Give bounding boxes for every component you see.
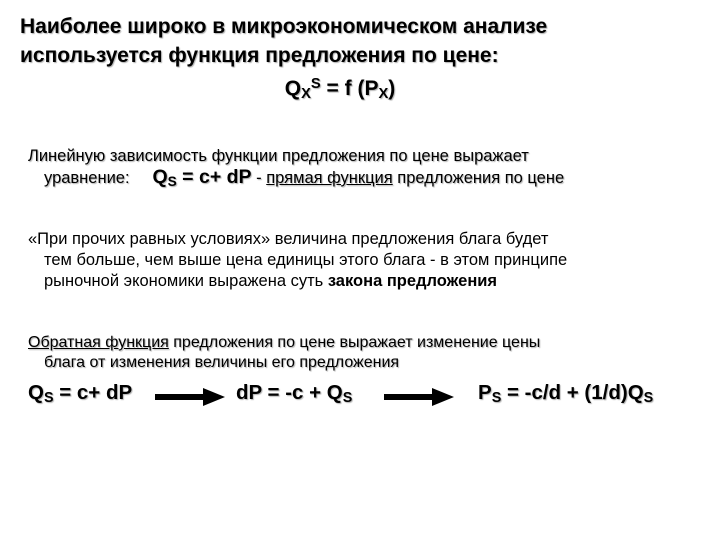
right-arrow-icon: [155, 388, 225, 406]
p3-line-2: блага от изменения величины его предложения: [44, 354, 400, 371]
title-line-2: используется функция предложения по цене:: [20, 44, 499, 67]
eq3-p: P: [478, 381, 492, 404]
eq3-sub: S: [491, 390, 502, 406]
p2-line-1: «При прочих равных условиях» величина предложения блага будет: [28, 230, 549, 248]
p3-inverse-function: Обратная функция: [28, 334, 169, 351]
p1-suffix: предложения по цене: [392, 169, 565, 187]
paragraph-linear-function: [28, 146, 698, 192]
formula-close: ): [388, 77, 396, 100]
p1-line-1: Линейную зависимость функции предложения по цене выражает: [28, 147, 529, 165]
equation-inverse: [478, 381, 653, 406]
p2-line-3: [28, 271, 698, 292]
eq3-rest: = -c/d + (1/d)Q: [501, 381, 644, 404]
paragraph-inverse-function: [28, 333, 698, 373]
eq1-sub: S: [43, 390, 54, 406]
eq2-main: dP = -c + Q: [236, 381, 343, 404]
formula-p-sub: X: [378, 86, 389, 102]
eq1-q: Q: [28, 381, 44, 404]
paragraph-law-of-supply: [28, 229, 698, 292]
p3-rest: предложения по цене выражает изменение цены: [168, 334, 541, 351]
formula-q-sup: S: [310, 76, 321, 92]
p1-dash: -: [251, 169, 267, 187]
p2-line-3-normal: рыночной экономики выражена суть: [44, 272, 328, 290]
p2-law-of-supply: закона предложения: [327, 272, 498, 290]
p2-line-2: тем больше, чем выше цена единицы этого блага - в этом принципе: [44, 251, 568, 269]
p1-line-2: [28, 167, 698, 192]
p1-prefix: уравнение:: [44, 169, 130, 187]
formula-q: Q: [284, 77, 302, 100]
right-arrow-icon: [384, 388, 454, 406]
eq2-sub: S: [342, 390, 353, 406]
p1-eq-sub: S: [167, 174, 177, 189]
equation-dp: [236, 381, 352, 406]
p1-equation: [152, 166, 251, 188]
slide-title: [20, 12, 700, 109]
p1-eq-q: Q: [152, 166, 168, 188]
title-line-1: Наиболее широко в микроэкономическом анализе: [20, 15, 548, 38]
eq3-sub2: S: [643, 390, 654, 406]
p1-direct-function: прямая функция: [266, 169, 393, 187]
title-formula: [20, 70, 700, 109]
formula-rest: = f (P: [320, 77, 379, 100]
equation-supply: [28, 381, 132, 406]
p1-eq-rest: = c+ dP: [176, 166, 252, 188]
formula-q-sub: X: [301, 86, 311, 102]
eq1-rest: = c+ dP: [53, 381, 133, 404]
